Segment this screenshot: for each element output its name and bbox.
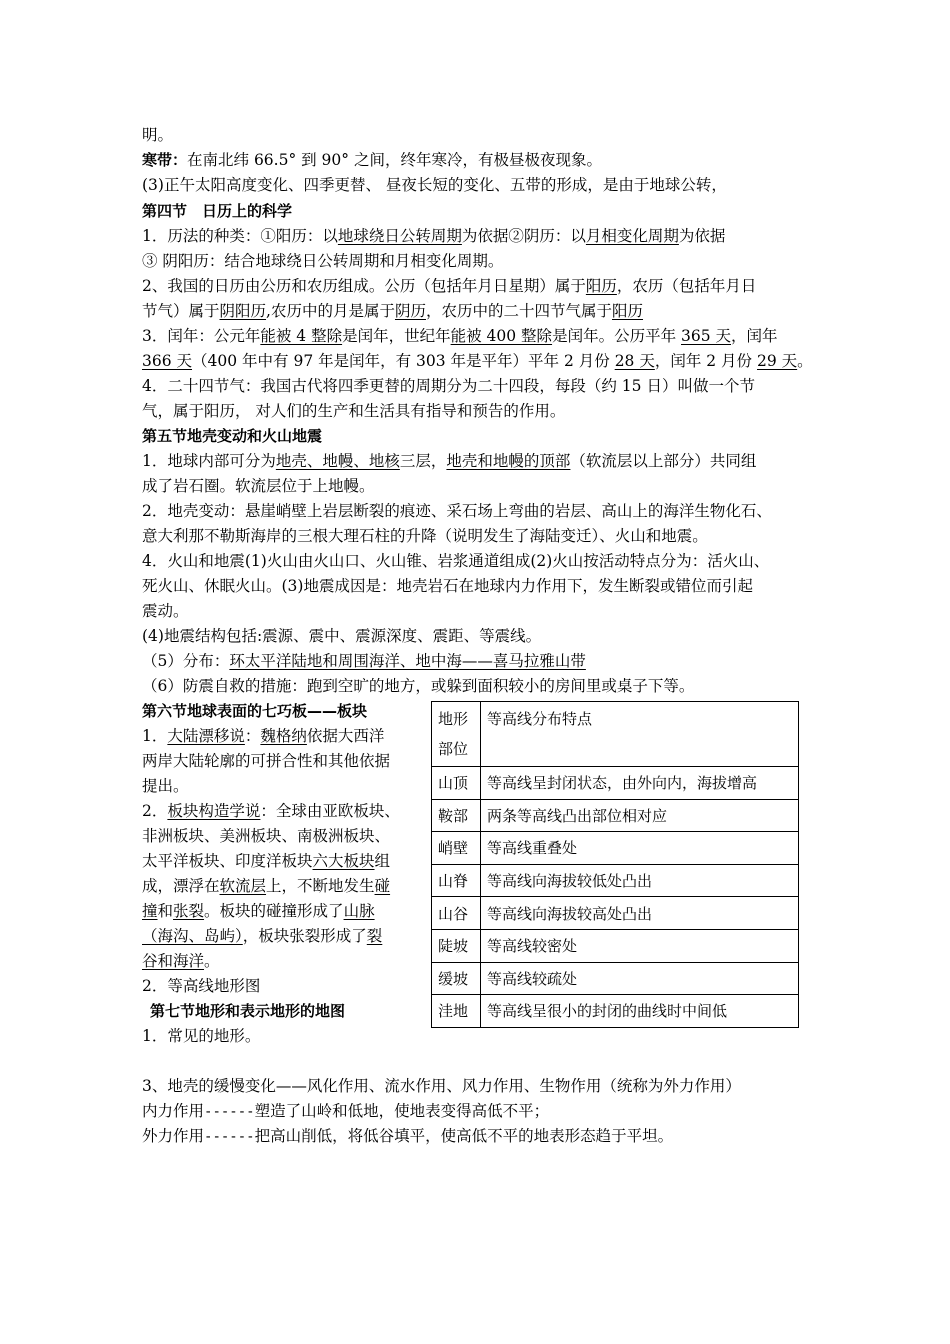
- text-line: 2．等高线地形图: [142, 977, 261, 995]
- text-line: 非洲板块、美洲板块、南极洲板块、: [142, 827, 391, 845]
- section-heading: 第六节地球表面的七巧板——板块: [142, 702, 368, 720]
- text-line: (4)地震结构包括:震源、震中、震源深度、震距、等震线。: [142, 627, 542, 645]
- text-line: 两岸大陆轮廓的可拼合性和其他依据: [142, 752, 391, 770]
- terrain-cell: 山脊: [432, 864, 481, 897]
- text-line: 节气）属于阴阳历,农历中的月是属于阴历，农历中的二十四节气属于阳历: [142, 302, 644, 320]
- terrain-cell: 山顶: [432, 767, 481, 800]
- text-line: 4．二十四节气：我国古代将四季更替的周期分为二十四段，每段（约 15 日）叫做一个节: [142, 377, 755, 395]
- table-row: [432, 799, 799, 832]
- text-line: 366 天（400 年中有 97 年是闰年，有 303 年是平年）平年 2 月份 28 天，闰年 2 月份 29 天。: [142, 352, 813, 370]
- text-line: （5）分布：环太平洋陆地和周围海洋、地中海——喜马拉雅山带: [142, 652, 586, 670]
- text-line: 3、地壳的缓慢变化——风化作用、流水作用、风力作用、生物作用（统称为外力作用）: [142, 1077, 741, 1095]
- section-heading: 第五节地壳变动和火山地震: [142, 427, 323, 445]
- text-line: 震动。: [142, 602, 189, 620]
- text-line: 1．大陆漂移说：魏格纳依据大西洋: [142, 727, 385, 745]
- text-line: 2、我国的日历由公历和农历组成。公历（包括年月日星期）属于阳历，农历（包括年月日: [142, 277, 757, 295]
- table-row: [432, 767, 799, 800]
- section-heading: 第四节 日历上的科学: [142, 202, 293, 220]
- text-line: 提出。: [142, 777, 189, 795]
- text-line: 2．板块构造学说：全球由亚欧板块、: [142, 802, 400, 820]
- text-line: 1．常见的地形。: [142, 1027, 261, 1045]
- text-line: 4．火山和地震(1)火山由火山口、火山锥、岩浆通道组成(2)火山按活动特点分为：活火山、: [142, 552, 770, 570]
- table-header-row: [432, 702, 799, 767]
- text-line: 撞和张裂。板块的碰撞形成了山脉: [142, 902, 375, 920]
- table-row: [432, 832, 799, 865]
- text-line: 成了岩石圈。软流层位于上地幔。: [142, 477, 375, 495]
- feature-cell: 等高线呈很小的封闭的曲线时中间低: [481, 995, 799, 1028]
- text-line: 2．地壳变动：悬崖峭壁上岩层断裂的痕迹、采石场上弯曲的岩层、高山上的海洋生物化石、: [142, 502, 772, 520]
- table-header-cell: 地形部位: [432, 702, 481, 767]
- table-row: [432, 864, 799, 897]
- contour-feature-table: [431, 701, 799, 1028]
- text-line: 1．历法的种类：①阳历：以地球绕日公转周期为依据②阴历：以月相变化周期为依据: [142, 227, 726, 245]
- feature-cell: 等高线较疏处: [481, 962, 799, 995]
- feature-cell: 等高线较密处: [481, 929, 799, 962]
- text-line: （6）防震自救的措施：跑到空旷的地方，或躲到面积较小的房间里或桌子下等。: [142, 677, 695, 695]
- feature-cell: 等高线向海拔较低处凸出: [481, 864, 799, 897]
- text-line: 3．闰年：公元年能被 4 整除是闰年，世纪年能被 400 整除是闰年。公历平年 365 天，闰年: [142, 327, 778, 345]
- table-header-cell: 等高线分布特点: [481, 702, 799, 767]
- text-line: 明。: [142, 126, 174, 144]
- text-line: 内力作用------塑造了山岭和低地，使地表变得高低不平；: [142, 1102, 550, 1120]
- terrain-cell: 陡坡: [432, 929, 481, 962]
- table-row: [432, 995, 799, 1028]
- text-line: 成，漂浮在软流层上，不断地发生碰: [142, 877, 391, 895]
- table-row: [432, 897, 799, 930]
- text-line: 死火山、休眠火山。(3)地震成因是：地壳岩石在地球内力作用下，发生断裂或错位而引起: [142, 577, 753, 595]
- text-line: 外力作用------把高山削低，将低谷填平，使高低不平的地表形态趋于平坦。: [142, 1127, 674, 1145]
- text-line: 1．地球内部可分为地壳、地幔、地核三层，地壳和地幔的顶部（软流层以上部分）共同组: [142, 452, 757, 470]
- terrain-cell: 山谷: [432, 897, 481, 930]
- text-line: (3)正午太阳高度变化、四季更替、 昼夜长短的变化、五带的形成，是由于地球公转，: [142, 176, 727, 194]
- text-line: 太平洋板块、印度洋板块六大板块组: [142, 852, 391, 870]
- table-row: [432, 929, 799, 962]
- terrain-cell: 缓坡: [432, 962, 481, 995]
- text-line: 气，属于阳历， 对人们的生产和生活具有指导和预告的作用。: [142, 402, 566, 420]
- terrain-cell: 鞍部: [432, 799, 481, 832]
- section-heading: 第七节地形和表示地形的地图: [150, 1002, 346, 1020]
- table-row: [432, 962, 799, 995]
- feature-cell: 等高线呈封闭状态，由外向内，海拔增高: [481, 767, 799, 800]
- terrain-cell: 峭壁: [432, 832, 481, 865]
- feature-cell: 等高线重叠处: [481, 832, 799, 865]
- text-line: 意大利那不勒斯海岸的三根大理石柱的升降（说明发生了海陆变迁）、火山和地震。: [142, 527, 708, 545]
- feature-cell: 两条等高线凸出部位相对应: [481, 799, 799, 832]
- text-line: ③ 阴阳历：结合地球绕日公转周期和月相变化周期。: [142, 252, 504, 270]
- text-line: （海沟、岛屿），板块张裂形成了裂: [142, 927, 383, 945]
- terrain-cell: 洼地: [432, 995, 481, 1028]
- feature-cell: 等高线向海拔较高处凸出: [481, 897, 799, 930]
- text-line: 寒带：在南北纬 66.5° 到 90° 之间，终年寒冷，有极昼极夜现象。: [142, 151, 602, 169]
- text-line: 谷和海洋。: [142, 952, 220, 970]
